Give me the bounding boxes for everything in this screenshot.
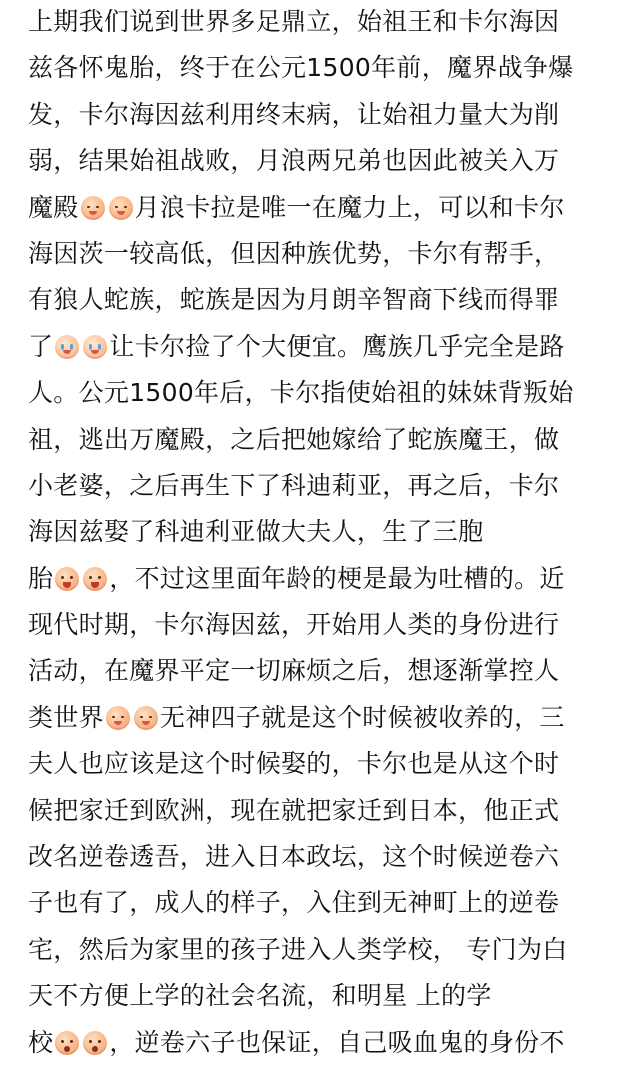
crying-face-icon (83, 335, 107, 359)
text-line (28, 463, 628, 509)
text-segment: 无神四子就是这个时候被收养的，三 (159, 702, 565, 732)
text-segment: 魔殿 (28, 192, 79, 222)
text-line (28, 927, 628, 973)
text-line (28, 556, 628, 602)
text-line (28, 880, 628, 926)
text-line (28, 92, 628, 138)
text-line (28, 509, 628, 555)
text-segment: 天不方便上学的社会名流，和明星 上的学 (28, 981, 492, 1011)
text-line (28, 0, 628, 45)
sweating-face-icon (106, 706, 130, 730)
text-segment: 弱，结果始祖战败，月浪两兄弟也因此被关入万 (28, 146, 560, 176)
text-line (28, 973, 628, 1019)
text-segment: 小老婆，之后再生下了科迪莉亚，再之后，卡尔 (28, 470, 560, 500)
text-segment: 活动，在魔界平定一切麻烦之后，想逐渐掌控人 (28, 656, 560, 686)
text-line (28, 45, 628, 91)
laughing-face-icon (83, 567, 107, 591)
sweating-face-icon (134, 706, 158, 730)
crying-face-icon (55, 335, 79, 359)
text-segment: 人。公元1500年后，卡尔指使始祖的妹妹背叛始 (28, 378, 574, 408)
text-segment: 发，卡尔海因兹利用终末病，让始祖力量大为削 (28, 99, 560, 129)
text-segment: 胎 (28, 563, 54, 593)
pouting-face-icon (81, 196, 105, 220)
text-line (28, 277, 628, 323)
text-segment: 兹各怀鬼胎，终于在公元1500年前，魔界战争爆 (28, 53, 574, 83)
pouting-face-icon (109, 196, 133, 220)
text-segment: 夫人也应该是这个时候娶的，卡尔也是从这个时 (28, 749, 560, 779)
text-line (28, 741, 628, 787)
text-line (28, 370, 628, 416)
text-segment: 月浪卡拉是唯一在魔力上，可以和卡尔 (134, 192, 565, 222)
text-segment: 让卡尔捡了个大便宜。鹰族几乎完全是路 (109, 331, 565, 361)
text-line (28, 185, 628, 231)
text-line (28, 695, 628, 741)
text-line (28, 324, 628, 370)
text-segment: 海因茨一较高低，但因种族优势，卡尔有帮手， (28, 238, 560, 268)
text-segment: 候把家迁到欧洲，现在就把家迁到日本，他正式 (28, 795, 560, 825)
text-segment: 宅，然后为家里的孩子进入人类学校， 专门为白 (28, 934, 568, 964)
text-segment: 上期我们说到世界多足鼎立，始祖王和卡尔海因 (28, 7, 560, 36)
text-segment: ，不过这里面年龄的梗是最为吐槽的。近 (109, 563, 565, 593)
laughing-face-icon (55, 567, 79, 591)
text-segment: 海因兹娶了科迪利亚做大夫人，生了三胞 (28, 517, 484, 547)
text-line (28, 138, 628, 184)
text-line (28, 834, 628, 880)
text-segment: 祖，逃出万魔殿，之后把她嫁给了蛇族魔王，做 (28, 424, 560, 454)
text-segment: 子也有了，成人的样子，入住到无神町上的逆卷 (28, 888, 560, 918)
text-line (28, 231, 628, 277)
text-segment: 类世界 (28, 702, 104, 732)
shocked-face-icon (83, 1031, 107, 1055)
text-segment: 现代时期，卡尔海因兹，开始用人类的身份进行 (28, 610, 560, 640)
text-segment: 校 (28, 1027, 54, 1057)
text-line (28, 602, 628, 648)
text-line (28, 1020, 628, 1066)
text-segment: 改名逆卷透吾，进入日本政坛，这个时候逆卷六 (28, 842, 560, 872)
text-line (28, 417, 628, 463)
post-body (28, 0, 628, 1066)
text-segment: 有狼人蛇族，蛇族是因为月朗辛智商下线而得罪 (28, 285, 560, 315)
text-line (28, 788, 628, 834)
text-segment: 了 (28, 331, 54, 361)
text-line (28, 648, 628, 694)
shocked-face-icon (55, 1031, 79, 1055)
text-segment: ，逆卷六子也保证，自己吸血鬼的身份不 (109, 1027, 565, 1057)
